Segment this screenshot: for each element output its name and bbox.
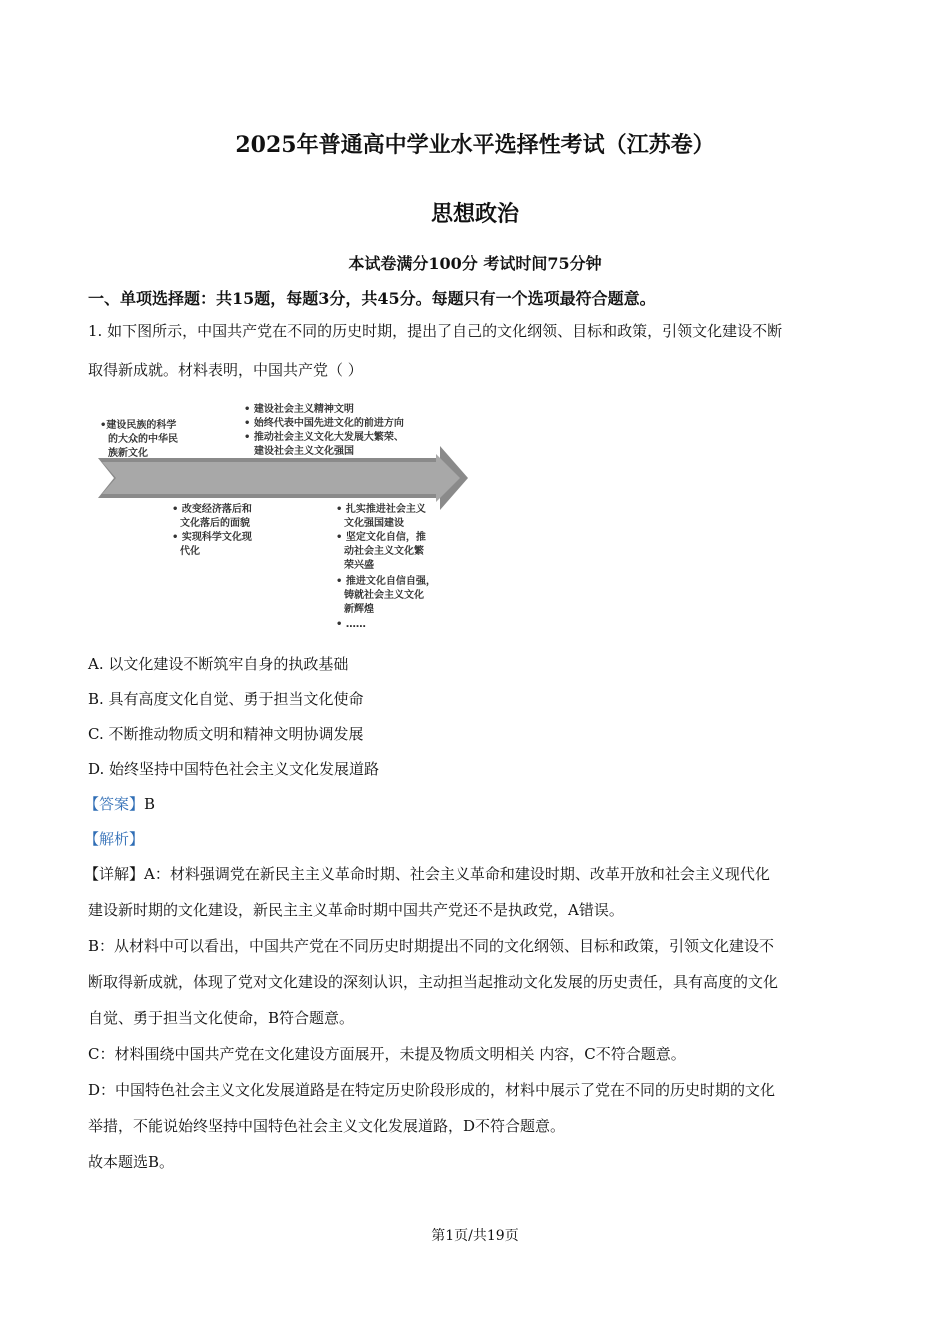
detail-c-line-1: C：材料围绕中国共产党在文化建设方面展开，未提及物质文明相关 内容，C不符合题意。 [88, 1045, 686, 1063]
answer-value: B [144, 795, 156, 813]
section-heading: 一、单项选择题：共15题，每题3分，共45分。每题只有一个选项最符合题意。 [88, 289, 656, 308]
diagram-bottom-right-5: 荣兴盛 [344, 560, 374, 571]
diagram-top-right-2: • 始终代表中国先进文化的前进方向 [244, 418, 404, 429]
diagram-bottom-right-8: 新辉煌 [344, 604, 374, 615]
detail-a-text-1: A：材料强调党在新民主主义革命时期、社会主义革命和建设时期、改革开放和社会主义现代化 [144, 865, 770, 883]
diagram-bottom-right-2: 文化强国建设 [344, 518, 404, 529]
diagram-bottom-right-9: • …… [336, 619, 366, 630]
diagram-bottom-left-3: • 实现科学文化现 [172, 532, 252, 543]
diagram-top-right-1: • 建设社会主义精神文明 [244, 404, 354, 415]
detail-label: 【详解】 [84, 865, 145, 883]
diagram-top-right-3: • 推动社会主义文化大发展大繁荣、 [244, 432, 404, 443]
culture-timeline-diagram [92, 398, 472, 632]
question-stem-line-1: 1. 如下图所示，中国共产党在不同的历史时期，提出了自己的文化纲领、目标和政策，引领文化建设不断 [88, 322, 783, 340]
detail-a-line-1 [84, 856, 864, 892]
diagram-bottom-right-7: 铸就社会主义文化 [344, 590, 424, 601]
detail-a-line-2: 建设新时期的文化建设，新民主主义革命时期中国共产党还不是执政党，A错误。 [88, 901, 624, 919]
answer-line [84, 793, 155, 814]
detail-d-line-1: D：中国特色社会主义文化发展道路是在特定历史阶段形成的，材料中展示了党在不同的历史时期的文化 [88, 1081, 776, 1099]
diagram-bottom-right-6: • 推进文化自信自强， [336, 576, 436, 587]
bottom-left-text [172, 502, 252, 557]
analysis-label: 【解析】 [84, 830, 145, 848]
diagram-top-right-4: 建设社会主义文化强国 [254, 446, 354, 457]
top-left-text [100, 418, 178, 459]
diagram-bottom-right-3: • 坚定文化自信，推 [336, 532, 426, 543]
diagram-top-left-2: 的大众的中华民 [108, 434, 178, 445]
option-d: D. 始终坚持中国特色社会主义文化发展道路 [88, 760, 380, 778]
exam-title: 2025年普通高中学业水平选择性考试（江苏卷） [235, 132, 715, 158]
diagram-bottom-right-4: 动社会主义文化繁 [344, 546, 424, 557]
diagram-bottom-left-1: • 改变经济落后和 [172, 504, 252, 515]
diagram-bottom-left-2: 文化落后的面貌 [180, 518, 250, 529]
bottom-right-text [336, 502, 436, 630]
detail-b-line-3: 自觉、勇于担当文化使命，B符合题意。 [88, 1009, 355, 1027]
question-stem-line-2: 取得新成就。材料表明，中国共产党（ ） [88, 361, 363, 379]
detail-b-line-1: B：从材料中可以看出，中国共产党在不同历史时期提出不同的文化纲领、目标和政策，引领文化建设不 [88, 937, 775, 955]
subject-title: 思想政治 [430, 201, 519, 227]
exam-info: 本试卷满分100分 考试时间75分钟 [348, 254, 602, 273]
diagram-bottom-right-1: • 扎实推进社会主义 [336, 504, 426, 515]
option-b: B. 具有高度文化自觉、勇于担当文化使命 [88, 690, 364, 708]
conclusion: 故本题选B。 [88, 1153, 175, 1171]
page-number: 第1页/共19页 [431, 1228, 519, 1244]
diagram-top-left-1: •建设民族的科学 [100, 420, 177, 431]
option-c: C. 不断推动物质文明和精神文明协调发展 [88, 725, 364, 743]
diagram-top-left-3: 族新文化 [108, 448, 148, 459]
detail-d-line-2: 举措，不能说始终坚持中国特色社会主义文化发展道路，D不符合题意。 [88, 1117, 566, 1135]
detail-b-line-2: 断取得新成就，体现了党对文化建设的深刻认识，主动担当起推动文化发展的历史责任，具有高度的文化 [88, 973, 779, 991]
option-a: A. 以文化建设不断筑牢自身的执政基础 [88, 655, 349, 673]
top-right-text [244, 402, 404, 457]
answer-label: 【答案】 [84, 795, 145, 813]
diagram-bottom-left-4: 代化 [180, 546, 200, 557]
